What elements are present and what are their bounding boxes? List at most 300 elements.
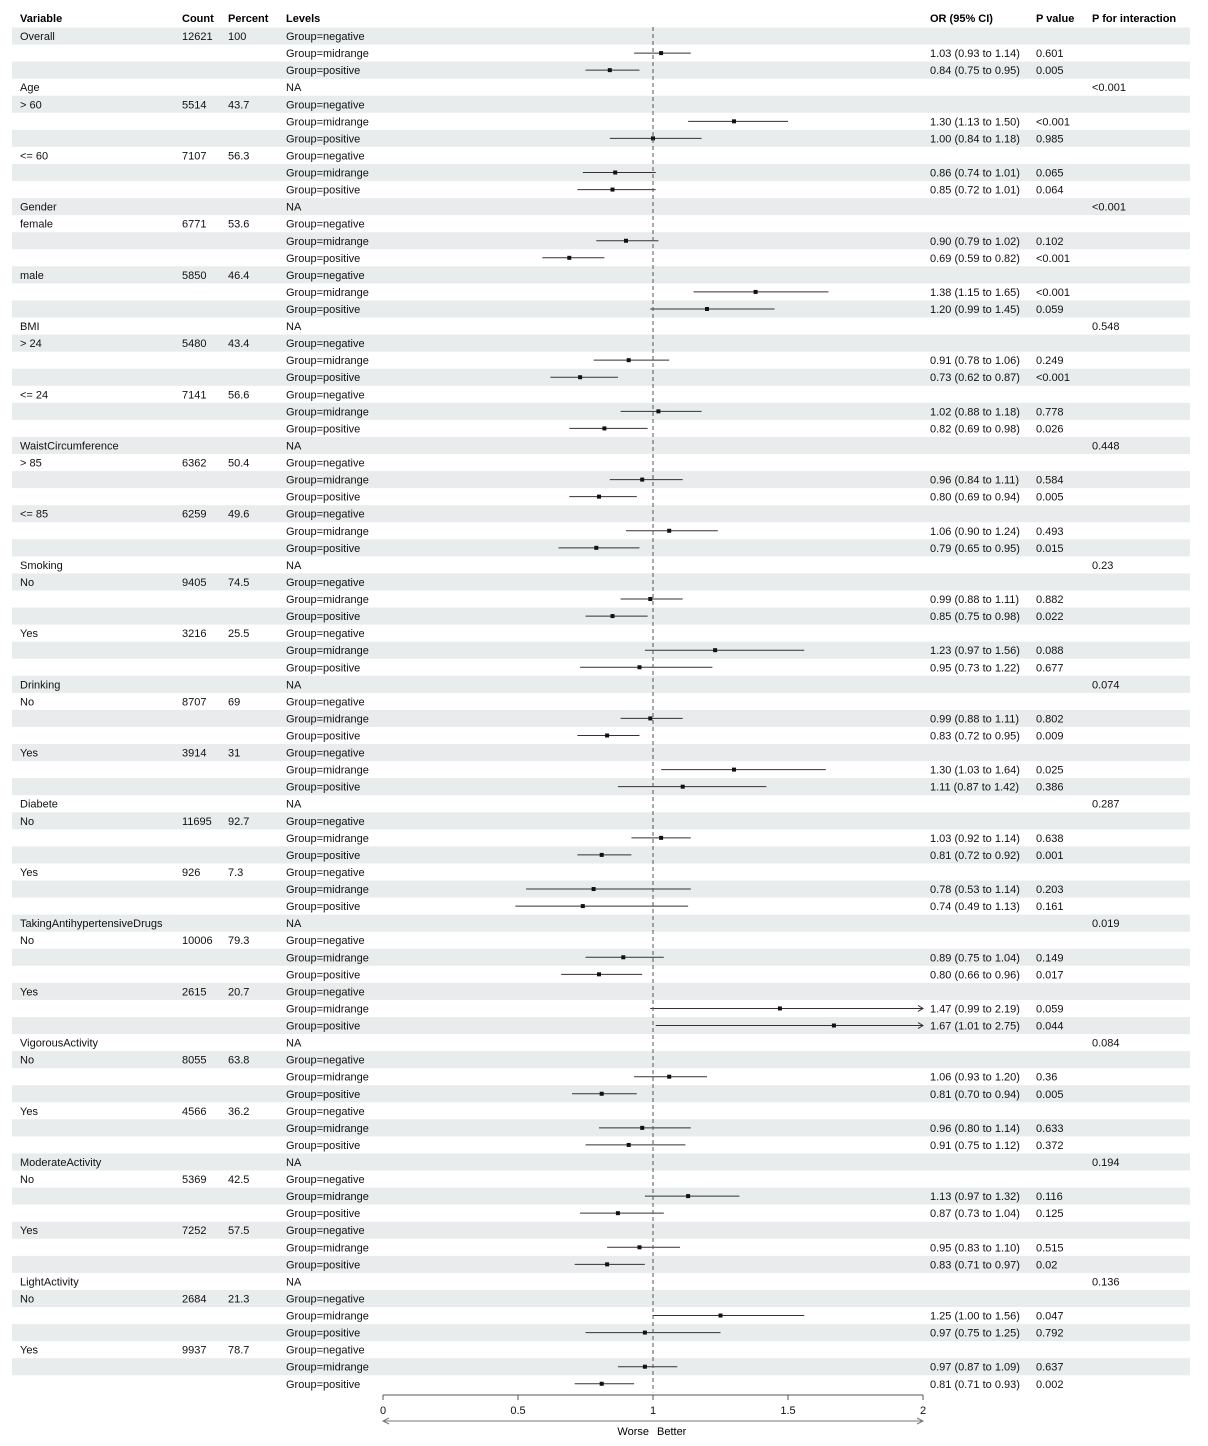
percent-cell: 63.8 (228, 1054, 250, 1067)
level-cell: Group=midrange (286, 355, 369, 368)
p-value-cell: 0.601 (1036, 48, 1064, 61)
row-stripe (12, 198, 1190, 215)
variable-cell: No (20, 696, 35, 709)
level-cell: Group=positive (286, 303, 361, 316)
or-ci-cell: 1.00 (0.84 to 1.18) (930, 133, 1020, 146)
level-cell: NA (286, 798, 302, 811)
header-levels: Levels (286, 13, 321, 25)
or-point (592, 887, 596, 891)
row-stripe (12, 1153, 1190, 1170)
p-interaction-cell: 0.548 (1092, 321, 1120, 334)
count-cell: 4566 (182, 1105, 207, 1118)
p-value-cell: <0.001 (1036, 252, 1070, 265)
row-stripe (12, 437, 1190, 454)
or-ci-cell: 0.91 (0.75 to 1.12) (930, 1139, 1020, 1152)
level-cell: Group=positive (286, 849, 361, 862)
or-ci-cell: 0.87 (0.73 to 1.04) (930, 1208, 1020, 1221)
p-value-cell: 0.149 (1036, 952, 1064, 965)
variable-cell: Yes (20, 1344, 38, 1357)
level-cell: Group=midrange (286, 764, 369, 777)
level-cell: Group=positive (286, 1139, 361, 1152)
or-point (605, 1262, 609, 1266)
p-value-cell: 0.005 (1036, 1088, 1064, 1101)
or-point (667, 1075, 671, 1079)
level-cell: Group=negative (286, 935, 365, 948)
or-ci-cell: 0.83 (0.72 to 0.95) (930, 730, 1020, 743)
p-value-cell: <0.001 (1036, 116, 1070, 129)
p-value-cell: 0.802 (1036, 713, 1064, 726)
p-value-cell: 0.203 (1036, 884, 1064, 897)
count-cell: 7252 (182, 1225, 207, 1238)
p-value-cell: 0.778 (1036, 406, 1064, 419)
p-interaction-cell: <0.001 (1092, 201, 1126, 214)
level-cell: Group=midrange (286, 952, 369, 965)
p-value-cell: 0.047 (1036, 1310, 1064, 1323)
p-value-cell: 0.633 (1036, 1122, 1064, 1135)
variable-cell: Drinking (20, 679, 61, 692)
count-cell: 2684 (182, 1293, 207, 1306)
level-cell: NA (286, 918, 302, 931)
percent-cell: 46.4 (228, 269, 250, 282)
or-point (667, 529, 671, 533)
variable-cell: WaistCircumference (20, 440, 119, 453)
level-cell: Group=midrange (286, 167, 369, 180)
variable-cell: No (20, 815, 35, 828)
level-cell: Group=midrange (286, 1310, 369, 1323)
direction-indicator (617, 1426, 686, 1438)
variable-cell: Gender (20, 201, 57, 214)
p-value-cell: 0.02 (1036, 1259, 1058, 1272)
percent-cell: 20.7 (228, 986, 250, 999)
variable-cell: No (20, 576, 35, 589)
or-ci-cell: 1.20 (0.99 to 1.45) (930, 303, 1020, 316)
p-interaction-cell: 0.136 (1092, 1276, 1120, 1289)
or-point (643, 1365, 647, 1369)
level-cell: NA (286, 201, 302, 214)
level-cell: Group=midrange (286, 1122, 369, 1135)
or-ci-cell: 1.03 (0.93 to 1.14) (930, 48, 1020, 61)
level-cell: Group=positive (286, 1259, 361, 1272)
or-ci-cell: 1.30 (1.03 to 1.64) (930, 764, 1020, 777)
or-point (638, 665, 642, 669)
p-value-cell: 0.116 (1036, 1191, 1063, 1204)
level-cell: Group=midrange (286, 1191, 369, 1204)
or-point (594, 546, 598, 550)
variable-cell: > 85 (20, 457, 42, 470)
p-value-cell: 0.638 (1036, 832, 1064, 845)
variable-cell: Age (20, 82, 40, 95)
or-point (640, 478, 644, 482)
variable-cell: <= 60 (20, 150, 49, 163)
percent-cell: 49.6 (228, 508, 250, 521)
p-interaction-cell: 0.448 (1092, 440, 1120, 453)
axis-tick-label: 0.5 (510, 1405, 526, 1417)
count-cell: 2615 (182, 986, 207, 999)
or-ci-cell: 0.97 (0.87 to 1.09) (930, 1361, 1020, 1374)
level-cell: Group=midrange (286, 235, 369, 248)
or-ci-cell: 1.38 (1.15 to 1.65) (930, 286, 1020, 299)
p-value-cell: 0.515 (1036, 1242, 1064, 1255)
level-cell: NA (286, 1156, 302, 1169)
or-point (648, 716, 652, 720)
or-ci-cell: 0.79 (0.65 to 0.95) (930, 542, 1020, 555)
variable-cell: Smoking (20, 559, 63, 572)
p-value-cell: 0.125 (1036, 1208, 1064, 1221)
level-cell: Group=positive (286, 1378, 361, 1391)
count-cell: 926 (182, 866, 201, 879)
percent-cell: 50.4 (228, 457, 250, 470)
or-point (778, 1006, 782, 1010)
p-value-cell: 0.161 (1036, 901, 1064, 914)
level-cell: Group=positive (286, 662, 361, 675)
p-value-cell: 0.882 (1036, 594, 1064, 607)
count-cell: 5850 (182, 269, 207, 282)
variable-cell: ModerateActivity (20, 1156, 102, 1169)
level-cell: Group=midrange (286, 116, 369, 129)
or-ci-cell: 0.99 (0.88 to 1.11) (930, 594, 1020, 607)
axis-tick-label: 1 (649, 1405, 657, 1417)
p-interaction-cell: 0.194 (1092, 1156, 1120, 1169)
level-cell: Group=negative (286, 457, 365, 470)
level-cell: Group=positive (286, 372, 361, 385)
or-ci-cell: 0.96 (0.80 to 1.14) (930, 1122, 1020, 1135)
level-cell: Group=negative (286, 576, 365, 589)
level-cell: Group=positive (286, 969, 361, 982)
or-point (611, 614, 615, 618)
or-ci-cell: 0.91 (0.78 to 1.06) (930, 355, 1020, 368)
variable-cell: Yes (20, 1225, 38, 1238)
worse-label: Worse (617, 1426, 649, 1438)
p-value-cell: 0.005 (1036, 65, 1064, 78)
percent-cell: 78.7 (228, 1344, 250, 1357)
level-cell: Group=negative (286, 866, 365, 879)
level-cell: NA (286, 321, 302, 334)
header-percent: Percent (228, 13, 269, 25)
level-cell: Group=positive (286, 542, 361, 555)
percent-cell: 69 (228, 696, 241, 709)
or-ci-cell: 1.03 (0.92 to 1.14) (930, 832, 1020, 845)
count-cell: 8707 (182, 696, 207, 709)
p-value-cell: 0.009 (1036, 730, 1064, 743)
p-value-cell: 0.002 (1036, 1378, 1064, 1391)
or-ci-cell: 0.78 (0.53 to 1.14) (930, 884, 1020, 897)
or-ci-cell: 0.97 (0.75 to 1.25) (930, 1327, 1020, 1340)
count-cell: 10006 (182, 935, 213, 948)
p-value-cell: 0.584 (1036, 474, 1064, 487)
variable-cell: No (20, 1293, 35, 1306)
or-ci-cell: 0.83 (0.71 to 0.97) (930, 1259, 1020, 1272)
or-ci-cell: 0.84 (0.75 to 0.95) (930, 65, 1020, 78)
p-value-cell: <0.001 (1036, 372, 1070, 385)
p-interaction-cell: 0.074 (1092, 679, 1120, 692)
or-point (832, 1024, 836, 1028)
or-point (616, 1211, 620, 1215)
or-point (597, 972, 601, 976)
header-p-value: P value (1036, 13, 1075, 25)
p-interaction-cell: 0.287 (1092, 798, 1120, 811)
axis-tick-label: 0 (379, 1405, 387, 1417)
level-cell: Group=positive (286, 423, 361, 436)
or-ci-cell: 1.11 (0.87 to 1.42) (930, 781, 1020, 794)
level-cell: Group=negative (286, 1054, 365, 1067)
or-point (713, 648, 717, 652)
or-ci-cell: 0.86 (0.74 to 1.01) (930, 167, 1020, 180)
p-value-cell: 0.102 (1036, 235, 1064, 248)
level-cell: Group=negative (286, 31, 365, 44)
level-cell: Group=midrange (286, 525, 369, 538)
level-cell: Group=negative (286, 99, 365, 112)
p-interaction-cell: 0.23 (1092, 559, 1114, 572)
level-cell: Group=midrange (286, 645, 369, 658)
or-ci-cell: 1.47 (0.99 to 2.19) (930, 1003, 1020, 1016)
or-point (705, 307, 709, 311)
or-point (581, 904, 585, 908)
count-cell: 8055 (182, 1054, 207, 1067)
header-count: Count (182, 13, 214, 25)
p-interaction-cell: 0.084 (1092, 1037, 1120, 1050)
or-point (659, 51, 663, 55)
variable-cell: No (20, 935, 35, 948)
percent-cell: 25.5 (228, 628, 250, 641)
count-cell: 9937 (182, 1344, 207, 1357)
count-cell: 5480 (182, 338, 207, 351)
or-point (611, 188, 615, 192)
level-cell: Group=negative (286, 218, 365, 231)
variable-cell: Diabete (20, 798, 58, 811)
count-cell: 6362 (182, 457, 207, 470)
or-ci-cell: 0.85 (0.72 to 1.01) (930, 184, 1020, 197)
or-ci-cell: 0.81 (0.71 to 0.93) (930, 1378, 1020, 1391)
or-point (621, 955, 625, 959)
row-stripe (12, 676, 1190, 693)
or-ci-cell: 0.95 (0.83 to 1.10) (930, 1242, 1020, 1255)
or-point (754, 290, 758, 294)
variable-cell: Overall (20, 31, 55, 44)
percent-cell: 36.2 (228, 1105, 250, 1118)
variable-cell: TakingAntihypertensiveDrugs (20, 918, 163, 931)
axis-tick-label: 2 (919, 1405, 927, 1417)
level-cell: Group=negative (286, 696, 365, 709)
p-value-cell: 0.088 (1036, 645, 1064, 658)
or-point (578, 375, 582, 379)
level-cell: NA (286, 1037, 302, 1050)
count-cell: 3914 (182, 747, 207, 760)
variable-cell: Yes (20, 866, 38, 879)
variable-cell: > 60 (20, 99, 42, 112)
level-cell: Group=positive (286, 901, 361, 914)
p-value-cell: 0.637 (1036, 1361, 1064, 1374)
or-ci-cell: 0.73 (0.62 to 0.87) (930, 372, 1020, 385)
count-cell: 12621 (182, 31, 213, 44)
level-cell: Group=negative (286, 508, 365, 521)
or-point (659, 836, 663, 840)
variable-cell: male (20, 269, 44, 282)
or-point (600, 1382, 604, 1386)
count-cell: 7107 (182, 150, 207, 163)
level-cell: NA (286, 1276, 302, 1289)
level-cell: Group=positive (286, 1088, 361, 1101)
level-cell: Group=negative (286, 1344, 365, 1357)
axis-tick-label: 1.5 (780, 1405, 796, 1417)
level-cell: Group=midrange (286, 884, 369, 897)
or-point (719, 1314, 723, 1318)
count-cell: 3216 (182, 628, 207, 641)
or-point (643, 1331, 647, 1335)
count-cell: 9405 (182, 576, 207, 589)
variable-cell: female (20, 218, 54, 231)
column-headers (20, 13, 1176, 25)
count-cell: 6771 (182, 218, 207, 231)
percent-cell: 43.7 (228, 99, 250, 112)
level-cell: Group=negative (286, 389, 365, 402)
p-value-cell: 0.015 (1036, 542, 1064, 555)
or-point (656, 409, 660, 413)
level-cell: Group=midrange (286, 1071, 369, 1084)
header-or: OR (95% CI) (930, 13, 993, 25)
level-cell: Group=positive (286, 65, 361, 78)
row-stripe (12, 915, 1190, 932)
level-cell: Group=midrange (286, 474, 369, 487)
p-value-cell: 0.017 (1036, 969, 1064, 982)
percent-cell: 56.6 (228, 389, 250, 402)
variable-cell: No (20, 1174, 35, 1187)
level-cell: Group=negative (286, 269, 365, 282)
level-cell: Group=positive (286, 491, 361, 504)
p-interaction-cell: <0.001 (1092, 82, 1126, 95)
level-cell: NA (286, 679, 302, 692)
or-point (638, 1245, 642, 1249)
or-point (608, 68, 612, 72)
or-point (597, 495, 601, 499)
level-cell: Group=positive (286, 730, 361, 743)
or-ci-cell: 1.06 (0.90 to 1.24) (930, 525, 1020, 538)
level-cell: Group=midrange (286, 713, 369, 726)
level-cell: Group=positive (286, 133, 361, 146)
or-ci-cell: 0.74 (0.49 to 1.13) (930, 901, 1020, 914)
or-point (600, 1092, 604, 1096)
level-cell: Group=negative (286, 986, 365, 999)
p-value-cell: 0.025 (1036, 764, 1064, 777)
p-value-cell: 0.493 (1036, 525, 1064, 538)
variable-cell: <= 85 (20, 508, 49, 521)
p-value-cell: 0.022 (1036, 611, 1064, 624)
variable-cell: Yes (20, 628, 38, 641)
or-ci-cell: 0.95 (0.73 to 1.22) (930, 662, 1020, 675)
or-ci-cell: 0.81 (0.72 to 0.92) (930, 849, 1020, 862)
level-cell: Group=negative (286, 628, 365, 641)
variable-cell: Yes (20, 986, 38, 999)
p-value-cell: <0.001 (1036, 286, 1070, 299)
level-cell: NA (286, 440, 302, 453)
p-value-cell: 0.059 (1036, 303, 1064, 316)
level-cell: Group=negative (286, 338, 365, 351)
level-cell: Group=midrange (286, 48, 369, 61)
percent-cell: 21.3 (228, 1293, 250, 1306)
level-cell: Group=positive (286, 184, 361, 197)
percent-cell: 43.4 (228, 338, 250, 351)
better-label: Better (657, 1426, 687, 1438)
or-ci-cell: 1.25 (1.00 to 1.56) (930, 1310, 1020, 1323)
or-ci-cell: 0.99 (0.88 to 1.11) (930, 713, 1020, 726)
count-cell: 11695 (182, 815, 212, 828)
or-ci-cell: 1.06 (0.93 to 1.20) (930, 1071, 1020, 1084)
level-cell: Group=negative (286, 1225, 365, 1238)
or-ci-cell: 0.89 (0.75 to 1.04) (930, 952, 1020, 965)
percent-cell: 79.3 (228, 935, 250, 948)
count-cell: 5514 (182, 99, 207, 112)
p-value-cell: 0.372 (1036, 1139, 1064, 1152)
variable-cell: > 24 (20, 338, 42, 351)
p-value-cell: 0.249 (1036, 355, 1064, 368)
p-interaction-cell: 0.019 (1092, 918, 1120, 931)
level-cell: Group=midrange (286, 1361, 369, 1374)
or-point (605, 733, 609, 737)
level-cell: Group=negative (286, 1105, 365, 1118)
or-point (732, 119, 736, 123)
p-value-cell: 0.005 (1036, 491, 1064, 504)
level-cell: Group=positive (286, 1208, 361, 1221)
or-point (624, 239, 628, 243)
percent-cell: 53.6 (228, 218, 250, 231)
level-cell: Group=midrange (286, 1003, 369, 1016)
or-ci-cell: 1.67 (1.01 to 2.75) (930, 1020, 1020, 1033)
p-value-cell: 0.065 (1036, 167, 1064, 180)
or-ci-cell: 0.81 (0.70 to 0.94) (930, 1088, 1020, 1101)
or-ci-cell: 0.82 (0.69 to 0.98) (930, 423, 1020, 436)
level-cell: Group=midrange (286, 594, 369, 607)
count-cell: 5369 (182, 1174, 207, 1187)
p-value-cell: 0.677 (1036, 662, 1064, 675)
p-value-cell: 0.064 (1036, 184, 1064, 197)
or-point (627, 1143, 631, 1147)
or-ci-cell: 0.80 (0.66 to 0.96) (930, 969, 1020, 982)
p-value-cell: 0.044 (1036, 1020, 1064, 1033)
variable-cell: <= 24 (20, 389, 49, 402)
level-cell: Group=positive (286, 611, 361, 624)
level-cell: Group=positive (286, 1327, 361, 1340)
or-point (627, 358, 631, 362)
variable-cell: No (20, 1054, 35, 1067)
or-ci-cell: 0.85 (0.75 to 0.98) (930, 611, 1020, 624)
level-cell: Group=midrange (286, 286, 369, 299)
x-axis (380, 1395, 926, 1424)
percent-cell: 56.3 (228, 150, 250, 163)
variable-cell: Yes (20, 1105, 38, 1118)
or-point (640, 1126, 644, 1130)
p-value-cell: 0.792 (1036, 1327, 1064, 1340)
p-value-cell: 0.36 (1036, 1071, 1058, 1084)
variable-cell: Yes (20, 747, 38, 760)
level-cell: Group=negative (286, 1293, 365, 1306)
percent-cell: 57.5 (228, 1225, 250, 1238)
variable-cell: BMI (20, 321, 40, 334)
or-ci-cell: 1.30 (1.13 to 1.50) (930, 116, 1020, 129)
or-point (613, 171, 617, 175)
or-point (567, 256, 571, 260)
or-ci-cell: 1.23 (0.97 to 1.56) (930, 645, 1020, 658)
p-value-cell: 0.985 (1036, 133, 1064, 146)
or-ci-cell: 1.02 (0.88 to 1.18) (930, 406, 1020, 419)
or-point (686, 1194, 690, 1198)
variable-cell: VigorousActivity (20, 1037, 99, 1050)
level-cell: Group=negative (286, 150, 365, 163)
or-ci-cell: 1.13 (0.97 to 1.32) (930, 1191, 1020, 1204)
level-cell: NA (286, 82, 302, 95)
level-cell: Group=negative (286, 747, 365, 760)
level-cell: Group=midrange (286, 1242, 369, 1255)
level-cell: Group=negative (286, 815, 365, 828)
percent-cell: 100 (228, 31, 247, 44)
